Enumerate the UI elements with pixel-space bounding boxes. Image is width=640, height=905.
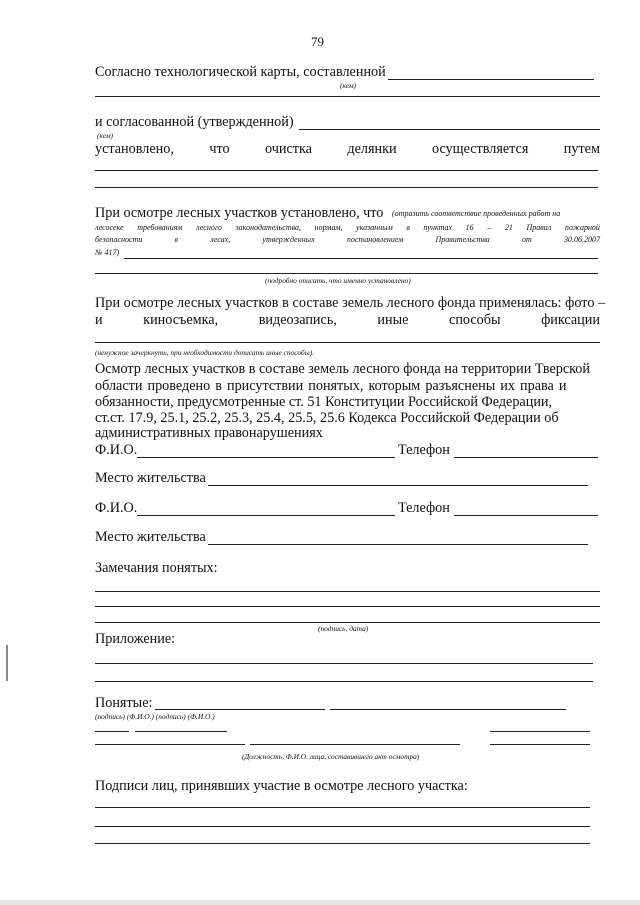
recording-methods-field[interactable] <box>95 342 600 343</box>
word: осуществляется <box>432 141 529 157</box>
signatures-field-2[interactable] <box>95 826 590 827</box>
word: иные <box>377 312 409 328</box>
witness-paragraph-line3: обязанности, предусмотренные ст. 51 Конституции Российской Федерации, <box>95 394 553 410</box>
witness-paragraph-line1: Осмотр лесных участков в составе земель лесного фонда на территории Тверской <box>95 361 590 377</box>
remarks-hint: (подпись, дата) <box>318 624 369 633</box>
witness2-phone-field[interactable] <box>454 515 598 516</box>
hint-word: в <box>406 223 410 232</box>
word: киносъемка, <box>143 312 219 328</box>
hint-word: пожарной <box>564 223 600 232</box>
word: путем <box>563 141 600 157</box>
inspection-hint-tail: (отразить соответствие проведенных работ на <box>392 209 561 218</box>
witness-paragraph-line2: области проведено в присутствии понятых, которым разъяснены их права и <box>95 378 567 394</box>
approved-label: и согласованной (утвержденной) <box>95 114 294 130</box>
witness-paragraph-line4: ст.ст. 17.9, 25.1, 25.2, 25.3, 25.4, 25.5, 25.6 Кодекса Российской Федерации об <box>95 410 559 426</box>
remarks-field-1[interactable] <box>95 591 600 592</box>
recording-methods-line2 <box>95 312 600 328</box>
hint-word: лесного <box>196 223 222 232</box>
inspection-hint-line4: № 417) <box>95 248 120 257</box>
hint-word: нормам, <box>314 223 343 232</box>
hint-word: лесах, <box>210 235 231 244</box>
inspection-hint-under: (подробно описать, что именно установлено) <box>265 276 411 285</box>
hint-word: утвержденных <box>262 235 315 244</box>
approved-field[interactable] <box>299 129 600 130</box>
inspection-field-2[interactable] <box>95 273 598 274</box>
word: установлено, <box>95 141 174 157</box>
remarks-field-3[interactable] <box>95 622 600 623</box>
witness2-phone-label: Телефон <box>398 500 450 516</box>
recording-methods-line1: При осмотре лесных участков в составе земель лесного фонда применялась: фото – <box>95 295 606 311</box>
hint-word: 30.06.2007 <box>563 235 600 244</box>
hint-word: в <box>174 235 179 244</box>
witness1-residence-label: Место жительства <box>95 470 206 486</box>
tech-card-label: Согласно технологической карты, составленной <box>95 64 386 80</box>
hint-word: лесосеке <box>95 223 124 232</box>
hint-word: безопасности <box>95 235 143 244</box>
inspection-hint-line3 <box>95 235 600 245</box>
word: очистка <box>265 141 312 157</box>
cleaning-method-field-2[interactable] <box>95 187 598 188</box>
signatures-field-1[interactable] <box>95 807 590 808</box>
tech-card-hint: (кем) <box>340 81 357 90</box>
hint-word: 16 <box>465 223 474 232</box>
official-field[interactable] <box>250 744 460 745</box>
witnesses-line-c[interactable] <box>95 744 245 745</box>
witness-paragraph-line5: административных правонарушениях <box>95 425 323 441</box>
signatures-label: Подписи лиц, принявших участие в осмотре лесного участка: <box>95 778 468 794</box>
attachment-field-1[interactable] <box>95 663 593 664</box>
hint-word: пунктах <box>423 223 453 232</box>
official-hint: (Должность, Ф.И.О. лица, составившего акт осмотра) <box>242 752 420 761</box>
hint-word: Правительства <box>435 235 490 244</box>
cleaning-method-field-1[interactable] <box>95 170 598 171</box>
hint-word: – <box>487 223 492 232</box>
attachment-field-2[interactable] <box>95 681 593 682</box>
word: фиксации <box>541 312 600 328</box>
witnesses-hint: (подпись) (Ф.И.О.) (подпись) (Ф.И.О.) <box>95 712 215 721</box>
word: что <box>209 141 230 157</box>
witness2-residence-label: Место жительства <box>95 529 206 545</box>
hint-word: Правил <box>526 223 552 232</box>
inspection-hint-line2 <box>95 223 600 233</box>
recording-methods-hint: (ненужное зачеркнуть, при необходимости дописать иные способы). <box>95 348 315 357</box>
scan-edge-mark <box>6 645 8 681</box>
cleaning-method-line <box>95 141 600 157</box>
remarks-field-2[interactable] <box>95 606 600 607</box>
word: делянки <box>347 141 397 157</box>
witness1-residence-field[interactable] <box>208 485 588 486</box>
word: видеозапись, <box>258 312 337 328</box>
page-number: 79 <box>311 34 324 49</box>
hint-word: от <box>521 235 532 244</box>
inspection-established-lead: При осмотре лесных участков установлено, что <box>95 205 384 221</box>
official-date-field-2[interactable] <box>490 744 590 745</box>
witness1-phone-label: Телефон <box>398 442 450 458</box>
witness1-fio-label: Ф.И.О. <box>95 442 138 458</box>
witness2-fio-label: Ф.И.О. <box>95 500 138 516</box>
word: способы <box>449 312 501 328</box>
inspection-field-1[interactable] <box>124 258 598 259</box>
witness2-residence-field[interactable] <box>208 544 588 545</box>
hint-word: указанным <box>356 223 393 232</box>
approved-hint: (кем) <box>97 131 114 140</box>
tech-card-field-2[interactable] <box>95 96 600 97</box>
attachment-label: Приложение: <box>95 631 176 647</box>
witness1-fio-field[interactable] <box>137 457 395 458</box>
witnesses-sign-field-1[interactable] <box>155 709 325 710</box>
signatures-field-3[interactable] <box>95 843 590 844</box>
official-date-field-1[interactable] <box>490 731 590 732</box>
witnesses-line-b[interactable] <box>135 731 227 732</box>
remarks-label: Замечания понятых: <box>95 560 218 576</box>
scan-bottom-edge <box>0 900 640 905</box>
witness2-fio-field[interactable] <box>137 515 395 516</box>
witnesses-sign-field-2[interactable] <box>330 709 566 710</box>
hint-word: постановлением <box>346 235 404 244</box>
hint-word: требованиям <box>137 223 183 232</box>
witnesses-label: Понятые: <box>95 695 153 711</box>
tech-card-field[interactable] <box>388 79 594 80</box>
hint-word: законодательства, <box>235 223 302 232</box>
word: и <box>95 312 103 328</box>
hint-word: 21 <box>504 223 513 232</box>
witness1-phone-field[interactable] <box>454 457 598 458</box>
witnesses-line-a[interactable] <box>95 731 129 732</box>
